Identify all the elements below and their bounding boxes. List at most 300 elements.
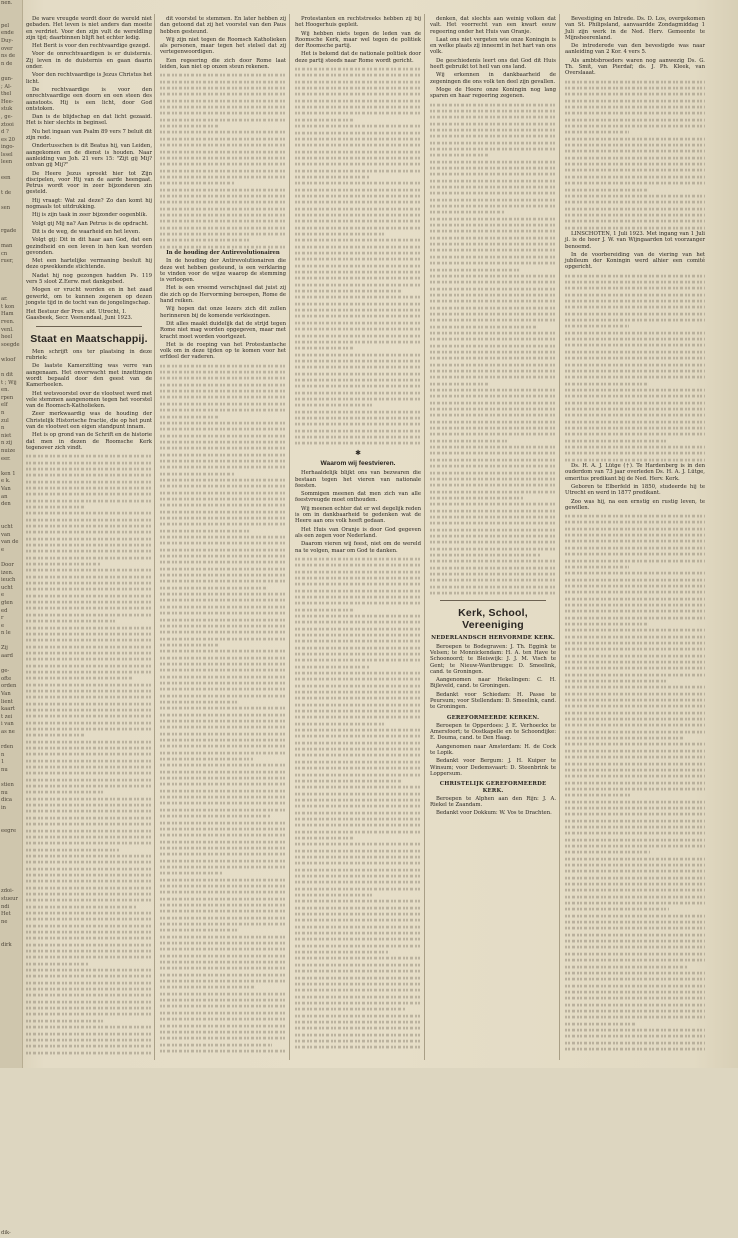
text-line [565, 300, 705, 303]
text-line [295, 398, 421, 401]
text-line [160, 612, 286, 615]
text-line [430, 351, 556, 354]
edge-text-fragment: zul [1, 417, 9, 424]
edge-text-fragment: ns de [1, 53, 16, 60]
text-line [565, 819, 705, 822]
section-divider [36, 326, 142, 327]
text-line [565, 648, 705, 651]
text-line [295, 894, 372, 897]
text-line [26, 556, 152, 559]
text-line [295, 830, 421, 833]
text-line [160, 942, 286, 945]
subsection-heading: GEREFORMEERDE KERKEN. [446, 714, 540, 721]
text-line [160, 1050, 286, 1053]
text-line [160, 409, 286, 412]
text-line [295, 602, 421, 605]
text-line [430, 224, 556, 227]
article-paragraph: Mogen er vrucht worden en in het zaad gewerkt, om te kunnen zegenen op dezen jongste tijd in de tocht van de jongelingschap. [26, 287, 152, 306]
text-line [26, 696, 152, 699]
text-line [26, 810, 152, 813]
text-line [160, 434, 286, 437]
body-text-block [295, 66, 421, 447]
article-paragraph: Het is de roeping van het Protestantsche volk om in deze tijden op te komen voor het erfdeel der vaderen. [160, 341, 286, 361]
edge-text-fragment [0, 273, 22, 281]
text-line [565, 220, 705, 223]
text-line [160, 745, 286, 748]
text-line [565, 921, 705, 924]
edge-text-fragment: den [1, 501, 11, 508]
text-line [26, 721, 152, 724]
edge-text-fragment [0, 1010, 22, 1018]
text-line [565, 1010, 705, 1013]
edge-text-fragment: n de [1, 60, 13, 67]
text-line [26, 734, 86, 737]
text-line [160, 929, 239, 932]
article-paragraph: Nadat hij nog gezongen hadden Ps. 119 vers 5 sloot Z.Eerw. met dankgebed. [26, 272, 152, 285]
text-line [565, 807, 705, 810]
text-line [565, 705, 705, 708]
text-line [160, 226, 286, 229]
edge-text-fragment: ken 1 [1, 470, 16, 477]
edge-text-fragment: e [1, 592, 5, 599]
text-line [565, 1016, 705, 1019]
edge-text-fragment: n le [1, 630, 11, 637]
edge-text-fragment: rden [1, 744, 14, 751]
text-line [26, 499, 152, 502]
text-line [430, 497, 523, 500]
edge-text-fragment: gun- [1, 75, 13, 82]
subsection-heading: NEDERLANDSCH HERVORMDE KERK. [431, 635, 555, 642]
text-line [565, 667, 705, 670]
text-line [295, 233, 386, 236]
text-line [160, 726, 286, 729]
edge-text-fragment [0, 1018, 22, 1026]
text-line [160, 840, 286, 843]
text-line [295, 436, 421, 439]
edge-text-fragment: dirk [1, 941, 12, 948]
text-line [160, 1018, 286, 1021]
text-line [430, 237, 556, 240]
article-paragraph: De Heere Jezus spreekt hier tot Zijn discipelen, voor Hij van de aarde heengaat. Petrus wordt voor in zeer bijzonderen zin gesteld. [26, 170, 152, 196]
text-line [430, 389, 556, 392]
text-line [295, 252, 421, 255]
text-line [26, 582, 152, 585]
text-line [565, 395, 705, 398]
text-line [565, 439, 666, 442]
text-line [565, 169, 705, 172]
edge-text-fragment: ge- [1, 668, 10, 675]
edge-text-fragment: dica [1, 797, 12, 804]
text-line [160, 1005, 286, 1008]
text-line [26, 874, 152, 877]
text-line [160, 169, 286, 172]
article-paragraph: Dan is de blijdschap en dat licht gezaaid. Het is hier slechts in beginsel. [26, 114, 152, 127]
text-line [295, 112, 421, 115]
text-line [160, 510, 286, 513]
text-line [430, 471, 556, 474]
text-line [295, 226, 421, 229]
text-line [160, 739, 286, 742]
text-line [160, 447, 286, 450]
text-line [160, 993, 286, 996]
edge-text-fragment: ieuch [1, 577, 16, 584]
text-line [160, 796, 286, 799]
text-line [26, 626, 152, 629]
text-line [160, 758, 253, 761]
text-line [26, 728, 152, 731]
text-line [26, 1032, 152, 1035]
edge-text-fragment: orden [1, 683, 17, 690]
text-line [565, 826, 705, 829]
text-line [295, 932, 421, 935]
text-line [565, 553, 705, 556]
text-line [295, 792, 421, 795]
text-line [160, 466, 286, 469]
text-line [160, 973, 286, 976]
text-line [26, 823, 152, 826]
text-line [430, 256, 556, 259]
edge-text-fragment [0, 1215, 22, 1223]
edge-text-fragment: n [1, 425, 5, 432]
edge-text-fragment: thel [1, 91, 12, 98]
text-line [26, 620, 117, 623]
text-line [160, 885, 286, 888]
text-line [295, 589, 421, 592]
text-line [430, 186, 556, 189]
body-text-block [565, 273, 705, 463]
text-line [160, 688, 286, 691]
edge-text-fragment: eegre [1, 827, 17, 834]
text-line [430, 357, 556, 360]
text-line [160, 574, 286, 577]
edge-text-fragment: t kon [1, 303, 15, 310]
text-line [565, 578, 705, 581]
text-line [565, 118, 705, 121]
text-line [26, 1026, 152, 1029]
text-line [26, 1007, 152, 1010]
text-line [295, 379, 421, 382]
text-line [430, 541, 556, 544]
text-line [430, 319, 556, 322]
text-line [26, 645, 152, 648]
text-line [295, 703, 421, 706]
text-line [295, 417, 421, 420]
text-line [160, 809, 286, 812]
text-line [160, 245, 286, 248]
text-line [565, 775, 705, 778]
edge-text-fragment: , ge- [1, 113, 13, 120]
text-line [565, 188, 648, 191]
article-paragraph: Beroepen te Alphen aan den Rijn: J. A. Riekel te Zaandam. [430, 795, 556, 809]
article-paragraph: Daarom vieren wij feest, niet om de wereld na te volgen, maar om God te danken. [295, 541, 421, 554]
text-line [565, 547, 705, 550]
edge-text-fragment: heel [1, 334, 13, 341]
text-line [26, 588, 152, 591]
text-line [160, 815, 270, 818]
text-line [565, 344, 705, 347]
text-line [160, 923, 286, 926]
edge-text-fragment: t zei [1, 713, 13, 720]
text-line [295, 131, 421, 134]
article-paragraph: Volgt gij Mij na? Aan Petrus is de opdracht. [32, 220, 149, 227]
article-paragraph: Hij vraagt: Wat zal deze? Zo dan komt hij nogmaals tot uitdrukking. [26, 197, 152, 211]
text-line [160, 732, 286, 735]
edge-text-fragment [0, 813, 22, 821]
edge-text-fragment: an [1, 493, 8, 500]
text-line [295, 646, 421, 649]
text-line [160, 119, 286, 122]
text-line [160, 954, 286, 957]
text-line [565, 1022, 635, 1025]
article-paragraph: Aangenomen naar Amsterdam: H. de Cock te Lopik. [430, 743, 556, 757]
article-paragraph: Ondertusschen is dit Beatus hij, van Leiden, aangekomen en de dienst is houden. Naar aanleiding van Joh. 21 vers 15: "Zijt gij Mij? ontvan gij Mij?" [26, 143, 152, 169]
text-line [565, 1041, 705, 1044]
edge-text-fragment: i van [1, 721, 14, 728]
text-line [295, 201, 421, 204]
text-line [565, 813, 705, 816]
text-line [26, 1051, 152, 1054]
edge-text-fragment: ed [1, 607, 8, 614]
text-line [295, 964, 421, 967]
text-line [565, 604, 705, 607]
text-line [430, 179, 556, 182]
body-text-block [160, 363, 286, 1054]
text-line [295, 195, 421, 198]
edge-text-fragment [0, 1078, 22, 1086]
text-line [295, 716, 421, 719]
text-line [295, 372, 421, 375]
text-line [295, 353, 421, 356]
text-line [160, 764, 286, 767]
text-line [295, 1027, 421, 1030]
text-line [26, 981, 152, 984]
edge-text-fragment: pel [1, 22, 10, 29]
text-line [26, 677, 133, 680]
text-line [295, 564, 421, 567]
text-line [160, 536, 286, 539]
text-line [565, 452, 705, 455]
text-line [26, 512, 152, 515]
text-line [565, 157, 705, 160]
edge-text-fragment: dik- [1, 1230, 11, 1237]
text-line [295, 309, 421, 312]
text-line [430, 313, 556, 316]
article-paragraph: Men schrijft ons ter plaatsing in deze rubriek: [26, 348, 152, 362]
text-line [160, 93, 286, 96]
edge-text-fragment: niet [1, 432, 12, 439]
text-line [26, 867, 152, 870]
edge-text-fragment: e k. [1, 478, 11, 485]
text-line [295, 824, 421, 827]
text-line [295, 1008, 405, 1011]
text-line [295, 315, 421, 318]
text-line [160, 87, 286, 90]
text-line [295, 1046, 421, 1049]
text-line [295, 748, 421, 751]
edge-text-fragment: stien [1, 782, 14, 789]
text-line [565, 306, 705, 309]
text-line [160, 694, 286, 697]
text-line [565, 616, 705, 619]
edge-text-fragment: nuize [1, 448, 16, 455]
text-line [26, 956, 152, 959]
text-line [565, 125, 705, 128]
text-line [430, 592, 556, 595]
edge-text-fragment: ucht [1, 523, 13, 530]
article-paragraph: Hij is zijn taak in zeer bijzonder oogenblik. [32, 212, 148, 219]
edge-text-fragment [0, 980, 22, 988]
text-line [565, 762, 705, 765]
edge-text-fragment: Van [1, 691, 11, 698]
edge-text-fragment: over [1, 45, 13, 52]
edge-text-fragment: rgade [1, 227, 17, 234]
text-line [295, 773, 421, 776]
article-paragraph: Als ambtsbroeders waren nog aanwezig Ds. G. Th. Smit, van Pierdaf; ds. J. Ph. Kleek, van Overslaaat. [565, 57, 705, 77]
text-line [160, 777, 286, 780]
text-line [160, 555, 286, 558]
article-paragraph: Volgt gij: Dit in dit haar aan God, dat een gezindheid en een leven in hen kan worden gevonden. [26, 237, 152, 256]
edge-text-fragment [0, 934, 22, 942]
text-line [565, 207, 705, 210]
text-line [295, 925, 421, 928]
text-line [295, 296, 421, 299]
text-line [565, 1035, 705, 1038]
section-heading: Kerk, School, Vereeniging [458, 607, 528, 632]
text-line [295, 188, 421, 191]
text-line [160, 847, 286, 850]
edge-text-fragment: nu [1, 789, 8, 796]
text-line [295, 410, 421, 413]
text-line [26, 937, 152, 940]
article-paragraph: denken, dat slechts aan weinig volken dat valt. Het voorrecht van een kwart eeuw regeering onder het Huis van Oranje. [430, 16, 556, 35]
edge-text-fragment: t de [1, 189, 12, 196]
article-paragraph: dit voorstel te stemmen. En later hebben zij dan getoond dat zij het voorstel van den Paus hebben gesteund. [160, 16, 286, 35]
text-line [430, 141, 556, 144]
text-line [565, 80, 705, 83]
text-line [26, 880, 152, 883]
text-line [26, 893, 152, 896]
text-line [160, 707, 286, 710]
column-4 [430, 16, 556, 1056]
article-paragraph: De laatste Kamerzitting was verre van aangenaam. Het onverwacht met inzettingen wordt bepaald door den geest van de Kamerheelen. [26, 363, 152, 389]
edge-text-fragment: venl. [1, 326, 14, 333]
text-line [160, 176, 286, 179]
text-line [26, 969, 152, 972]
text-line [160, 453, 286, 456]
text-line [565, 731, 705, 734]
edge-text-fragment [0, 1200, 22, 1208]
edge-text-fragment [0, 1063, 22, 1071]
text-line [565, 946, 705, 949]
text-line [430, 287, 556, 290]
edge-text-fragment [0, 1147, 22, 1155]
text-line [160, 897, 286, 900]
edge-text-fragment [0, 1124, 22, 1132]
text-line [26, 1039, 152, 1042]
edge-text-fragment [0, 949, 22, 957]
text-line [26, 817, 152, 820]
edge-text-fragment [0, 835, 22, 843]
text-line [565, 673, 705, 676]
text-line [160, 644, 220, 647]
text-line [295, 665, 369, 668]
text-line [430, 484, 556, 487]
text-line [160, 188, 286, 191]
edge-text-fragment [0, 851, 22, 859]
text-line [565, 201, 705, 204]
text-line [160, 220, 286, 223]
text-line [160, 548, 286, 551]
text-line [565, 572, 705, 575]
text-line [565, 661, 705, 664]
text-line [295, 913, 421, 916]
text-line [160, 201, 286, 204]
text-line [26, 836, 152, 839]
text-line [160, 428, 286, 431]
text-line [160, 195, 286, 198]
edge-text-fragment: as ne [1, 729, 15, 735]
text-line [565, 357, 705, 360]
text-line [430, 154, 488, 157]
text-line [295, 856, 421, 859]
text-line [430, 554, 540, 557]
text-line [26, 569, 152, 572]
text-line [565, 376, 705, 379]
text-line [295, 163, 421, 166]
text-line [295, 303, 421, 306]
text-line [565, 654, 705, 657]
text-line [26, 772, 152, 775]
article-paragraph: Het wetsvoorstel over de vlootwet werd met vele stemmen aangenomen tegen het voorstel van de Roomsch-Katholieken. [26, 390, 152, 410]
text-line [160, 523, 286, 526]
text-line [430, 401, 556, 404]
text-line [565, 927, 705, 930]
edge-text-fragment [0, 820, 22, 828]
text-line [295, 442, 421, 445]
text-line [565, 794, 632, 797]
text-line [430, 509, 556, 512]
text-line [295, 900, 421, 903]
article-paragraph: Zeer merkwaardig was de houding der Christelijk Historische fractie, die op het punt van de vlootwet een eigen standpunt innam. [26, 411, 152, 431]
text-line [430, 420, 556, 423]
text-line [160, 770, 286, 773]
text-line [26, 493, 152, 496]
text-line [295, 176, 369, 179]
article-paragraph: Wij hebben niets tegen de leden van de Roomsche Kerk, maar wel tegen de politiek der Roomsche partij. [295, 30, 421, 50]
text-line [26, 848, 119, 851]
text-line [565, 274, 705, 277]
edge-text-fragment: man [1, 243, 13, 249]
edge-text-fragment [0, 1101, 22, 1109]
text-line [565, 857, 705, 860]
edge-text-fragment: leen [1, 159, 13, 166]
text-line [160, 415, 218, 418]
article-paragraph: Laat ons niet vergeten wie onze Koningin is en welke plaats zij inneemt in het hart van ons volk. [430, 36, 556, 56]
text-line [565, 401, 705, 404]
text-line [160, 138, 286, 141]
text-line [26, 791, 103, 794]
text-line [565, 137, 705, 140]
text-line [26, 601, 152, 604]
text-line [565, 838, 705, 841]
text-line [430, 148, 556, 151]
text-line [430, 363, 556, 366]
text-line [26, 829, 152, 832]
text-line [295, 74, 421, 77]
edge-text-fragment: rven. [1, 318, 15, 325]
text-line [565, 1048, 705, 1051]
edge-text-fragment [0, 1185, 22, 1193]
